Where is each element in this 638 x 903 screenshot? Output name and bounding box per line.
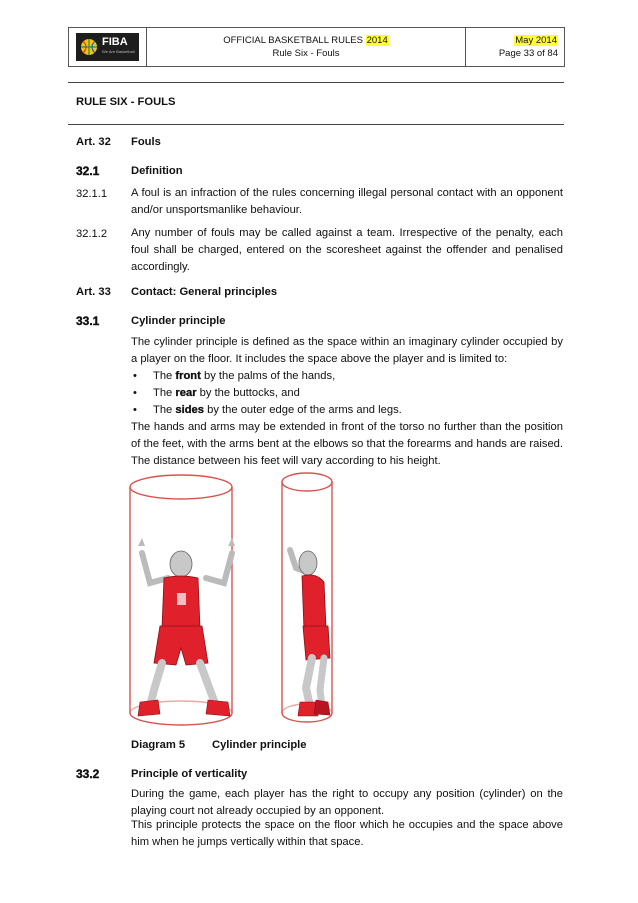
diagram-caption: Cylinder principle bbox=[212, 739, 307, 751]
document-subtitle: Rule Six - Fouls bbox=[272, 48, 340, 59]
s33-2-number: 33.2 bbox=[76, 767, 100, 781]
logo-text: FIBA bbox=[102, 36, 128, 48]
s33-1-number: 33.1 bbox=[76, 314, 100, 328]
s33-1-intro: The cylinder principle is defined as the space within an imaginary cylinder occupied by a player on the floor. It includes the space above the player and is limited to: bbox=[131, 336, 563, 365]
front-player-figure bbox=[138, 538, 235, 716]
list-item: • The rear by the buttocks, and bbox=[131, 385, 563, 402]
rule-heading: RULE SIX - FOULS bbox=[76, 96, 176, 108]
s33-1-title: Cylinder principle bbox=[131, 315, 226, 327]
s32-1-1-number: 32.1.1 bbox=[76, 188, 108, 200]
list-item: • The sides by the outer edge of the arms and legs. bbox=[131, 402, 563, 419]
art33-number: Art. 33 bbox=[76, 286, 111, 298]
page-number: Page 33 of 84 bbox=[498, 48, 558, 59]
list-item: • The front by the palms of the hands, bbox=[131, 368, 563, 385]
s33-2-title: Principle of verticality bbox=[131, 768, 248, 780]
cylinder-limits-list bbox=[131, 368, 563, 419]
s32-1-number: 32.1 bbox=[76, 164, 100, 178]
art33-title: Contact: General principles bbox=[131, 286, 278, 298]
logo-cell bbox=[69, 28, 147, 66]
document-date: May 2014 bbox=[515, 35, 557, 46]
section-divider bbox=[68, 124, 564, 125]
s32-1-2-number: 32.1.2 bbox=[76, 228, 108, 240]
cylinder-diagram bbox=[120, 468, 350, 730]
s32-1-1-text: A foul is an infraction of the rules concerning illegal personal contact with an opponent and/or unsportsmanlike behaviour. bbox=[131, 187, 563, 216]
s33-1-body bbox=[131, 334, 563, 470]
header-divider bbox=[68, 82, 564, 83]
basketball-icon bbox=[80, 38, 98, 56]
header-title-cell bbox=[147, 28, 466, 66]
title-year: 2014 bbox=[366, 35, 388, 46]
s32-1-2-text: Any number of fouls may be called against a team. Irrespective of the penalty, each foul shall be charged, entered on the scoresheet against the offender and penalised accordingly. bbox=[131, 227, 563, 273]
s33-2-para2: This principle protects the space on the floor which he occupies and the space above him when he jumps vertically within that space. bbox=[131, 819, 563, 848]
art32-number: Art. 32 bbox=[76, 136, 111, 148]
s32-1-title: Definition bbox=[131, 165, 183, 177]
logo-tagline: We Are Basketball bbox=[102, 49, 135, 54]
s33-1-after: The hands and arms may be extended in front of the torso no further than the position of the feet, with the arms bent at the elbows so that the forearms and hands are raised. The distance between his feet will vary according to his height. bbox=[131, 421, 563, 467]
page-header bbox=[68, 27, 565, 67]
art32-title: Fouls bbox=[131, 136, 161, 148]
fiba-logo bbox=[76, 33, 139, 61]
s33-2-para1: During the game, each player has the right to occupy any position (cylinder) on the playing court not already occupied by an opponent. bbox=[131, 788, 563, 817]
diagram-label: Diagram 5 bbox=[131, 739, 186, 751]
document-title: OFFICIAL BASKETBALL RULES 2014 bbox=[223, 35, 388, 46]
side-player-figure bbox=[290, 550, 330, 716]
header-meta-cell bbox=[466, 28, 564, 66]
